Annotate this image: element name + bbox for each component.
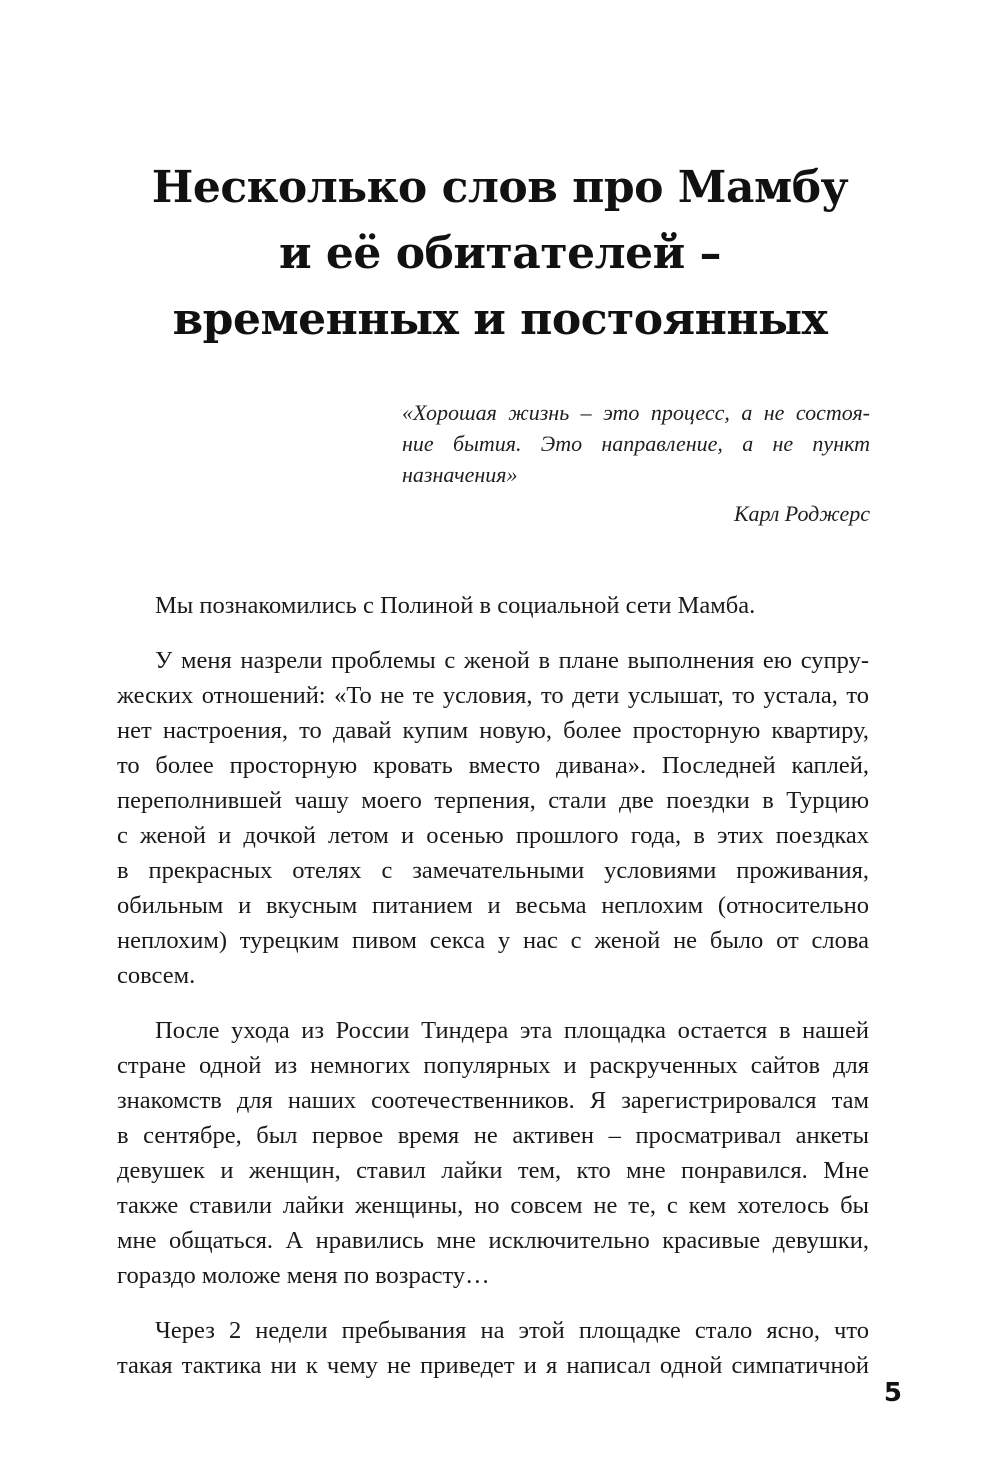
paragraph-3: [117, 1013, 869, 1293]
paragraph-line: стране одной из немногих популярных и раскрученных сайтов для: [117, 1052, 869, 1079]
paragraph-line: После ухода из России Тиндера эта площадка остается в нашей: [155, 1017, 869, 1044]
paragraph-line: в прекрасных отелях с замечательными условиями проживания,: [117, 857, 869, 884]
epigraph-line: назначения»: [402, 462, 518, 487]
paragraph-line: знакомств для наших соотечественников. Я зарегистрировался там: [117, 1087, 869, 1114]
page-number: 5: [883, 1378, 902, 1408]
paragraph-line: У меня назрели проблемы с женой в плане выполнения ею супру-: [155, 647, 869, 674]
paragraph-line: в сентябре, был первое время не активен – просматривал анкеты: [117, 1122, 869, 1149]
paragraph-line: Мы познакомились с Полиной в социальной сети Мамба.: [155, 592, 756, 619]
chapter-title-line: и её обитателей –: [278, 228, 722, 279]
paragraph-4: [117, 1313, 869, 1383]
chapter-title: [0, 155, 1000, 353]
epigraph-line: ние бытия. Это направление, а не пункт: [402, 431, 870, 456]
paragraph-line: Через 2 недели пребывания на этой площадке стало ясно, что: [155, 1317, 869, 1344]
paragraph-1: [117, 588, 869, 623]
chapter-title-line: Несколько слов про Мамбу: [151, 162, 849, 213]
paragraph-line: переполнившей чашу моего терпения, стали две поездки в Турцию: [117, 787, 869, 814]
paragraph-line: жеских отношений: «То не те условия, то дети услышат, то устала, то: [117, 682, 869, 709]
paragraph-line: девушек и женщин, ставил лайки тем, кто мне понравился. Мне: [117, 1157, 869, 1184]
paragraph-line: мне общаться. А нравились мне исключительно красивые девушки,: [117, 1227, 869, 1254]
paragraph-line: гораздо моложе меня по возрасту…: [117, 1262, 490, 1289]
paragraph-line: такая тактика ни к чему не приведет и я написал одной симпатичной: [117, 1352, 869, 1379]
paragraph-line: неплохим) турецким пивом секса у нас с женой не было от слова: [117, 927, 869, 954]
body-text: [117, 588, 869, 1403]
epigraph-author: Карл Роджерс: [733, 501, 870, 526]
epigraph-line: «Хорошая жизнь – это процесс, а не состоя-: [402, 400, 870, 425]
paragraph-line: с женой и дочкой летом и осенью прошлого года, в этих поездках: [117, 822, 869, 849]
paragraph-line: то более просторную кровать вместо дивана». Последней каплей,: [117, 752, 869, 779]
paragraph-2: [117, 643, 869, 993]
paragraph-line: нет настроения, то давай купим новую, более просторную квартиру,: [117, 717, 869, 744]
chapter-title-line: временных и постоянных: [172, 294, 828, 345]
paragraph-line: совсем.: [117, 962, 196, 989]
epigraph: [402, 397, 870, 529]
paragraph-line: обильным и вкусным питанием и весьма неплохим (относительно: [117, 892, 869, 919]
paragraph-line: также ставили лайки женщины, но совсем не те, с кем хотелось бы: [117, 1192, 869, 1219]
